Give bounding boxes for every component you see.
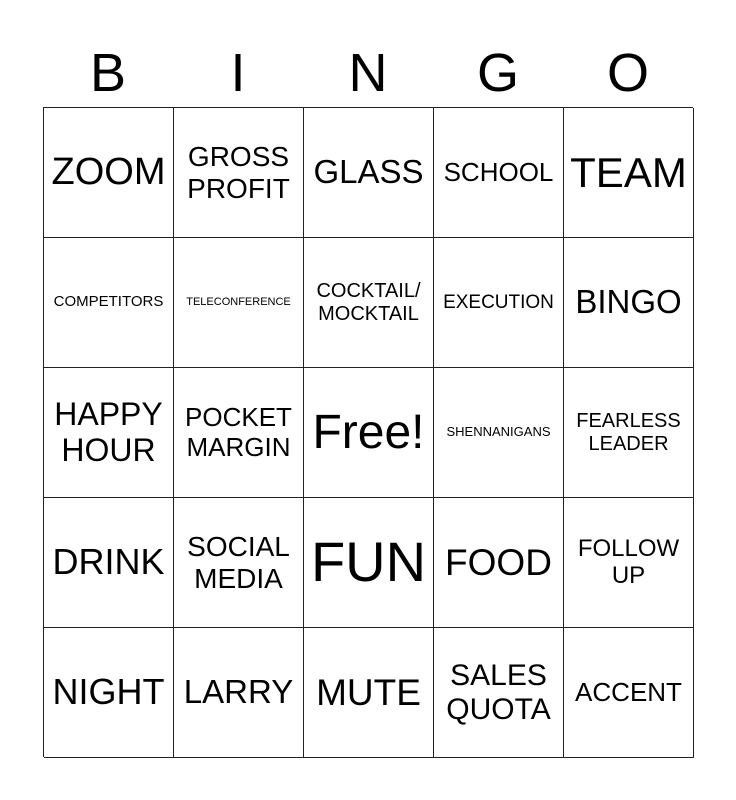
bingo-cell-label: FOLLOW UP <box>577 534 680 589</box>
bingo-cell[interactable] <box>434 368 564 498</box>
bingo-cell-label: SOCIAL MEDIA <box>187 531 290 594</box>
bingo-cell[interactable] <box>434 628 564 758</box>
bingo-cell[interactable] <box>564 108 694 238</box>
bingo-cell[interactable] <box>434 238 564 368</box>
bingo-cell-label: HAPPY HOUR <box>54 395 163 468</box>
bingo-cell[interactable] <box>44 108 174 238</box>
bingo-cell-label: ZOOM <box>51 151 166 194</box>
header-letter-g: G <box>476 43 519 103</box>
header-letter-o: O <box>606 43 649 103</box>
bingo-cell[interactable] <box>174 628 304 758</box>
bingo-cell[interactable] <box>174 108 304 238</box>
bingo-cell-label: TEAM <box>570 148 687 196</box>
bingo-cell[interactable] <box>434 108 564 238</box>
bingo-cell-label: GROSS PROFIT <box>187 141 290 204</box>
bingo-cell[interactable] <box>564 498 694 628</box>
bingo-cell[interactable] <box>44 628 174 758</box>
bingo-cell-label: GLASS <box>313 153 424 191</box>
header-letter-b: B <box>89 43 127 103</box>
bingo-cell[interactable] <box>304 628 434 758</box>
bingo-cell[interactable] <box>44 238 174 368</box>
bingo-cell-label: POCKET MARGIN <box>185 402 292 462</box>
bingo-cell-label: SALES QUOTA <box>446 658 551 726</box>
header-letter-n: N <box>348 43 388 103</box>
bingo-cell[interactable] <box>304 498 434 628</box>
bingo-cell-label: LARRY <box>183 673 294 711</box>
bingo-cell-label: EXECUTION <box>443 291 554 313</box>
bingo-cell[interactable] <box>564 368 694 498</box>
bingo-cell[interactable] <box>304 238 434 368</box>
bingo-cell-label: DRINK <box>52 541 165 583</box>
bingo-header <box>43 40 693 106</box>
bingo-cell-label: SHENNANIGANS <box>446 424 551 440</box>
bingo-board <box>43 107 693 757</box>
bingo-cell-label: BINGO <box>575 283 682 321</box>
bingo-cell-label: MUTE <box>316 671 421 713</box>
bingo-cell[interactable] <box>174 368 304 498</box>
free-space-cell[interactable] <box>304 368 434 498</box>
bingo-cell[interactable] <box>174 238 304 368</box>
bingo-cell-label: NIGHT <box>52 671 165 713</box>
bingo-cell[interactable] <box>304 108 434 238</box>
bingo-cell-label: SCHOOL <box>443 156 554 187</box>
bingo-cell[interactable] <box>564 238 694 368</box>
bingo-cell[interactable] <box>174 498 304 628</box>
header-letter-i: I <box>230 43 246 103</box>
bingo-cell[interactable] <box>434 498 564 628</box>
bingo-cell[interactable] <box>44 498 174 628</box>
bingo-cell-label: FEARLESS LEADER <box>576 410 681 455</box>
bingo-cell-label: COCKTAIL/ MOCKTAIL <box>316 280 421 325</box>
bingo-cell[interactable] <box>564 628 694 758</box>
bingo-cell[interactable] <box>44 368 174 498</box>
bingo-cell-label: Free! <box>312 405 425 459</box>
bingo-cell-label: TELECONFERENCE <box>186 296 291 309</box>
bingo-cell-label: FUN <box>310 530 427 594</box>
bingo-cell-label: COMPETITORS <box>53 293 164 311</box>
bingo-cell-label: ACCENT <box>575 676 682 707</box>
bingo-cell-label: FOOD <box>445 541 552 583</box>
